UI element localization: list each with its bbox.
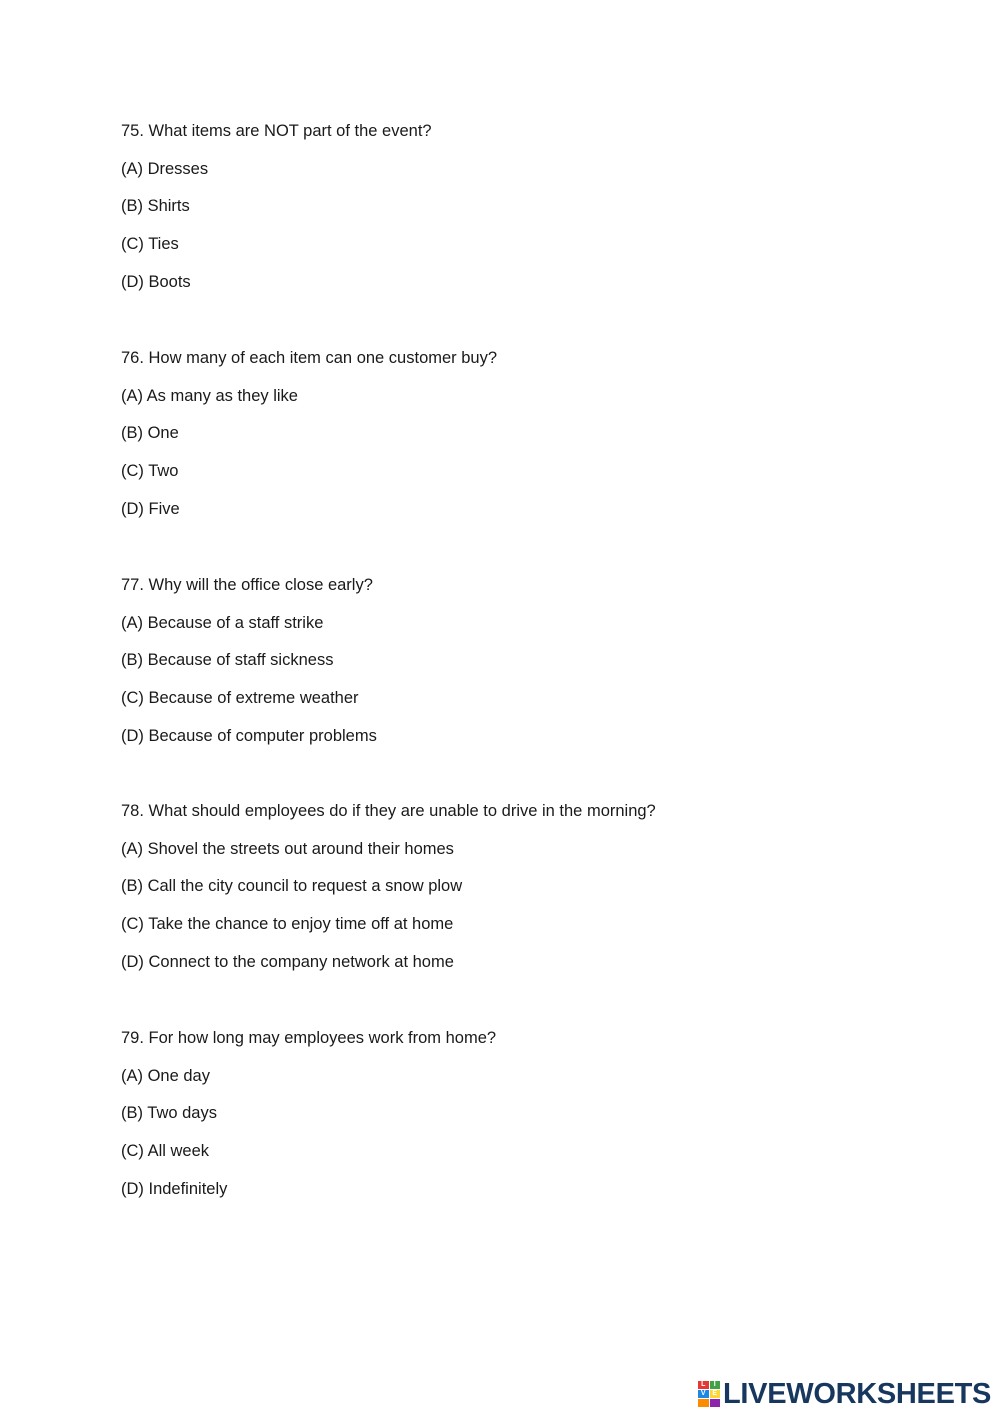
answer-option-a: (A) One day bbox=[121, 1066, 210, 1085]
answer-option-c: (C) Because of extreme weather bbox=[121, 689, 359, 708]
answer-option-c: (C) Ties bbox=[121, 235, 179, 254]
answer-option-d: (D) Connect to the company network at home bbox=[121, 952, 454, 971]
answer-option-d: (D) Because of computer problems bbox=[121, 726, 377, 745]
answer-option-c: (C) Take the chance to enjoy time off at home bbox=[121, 915, 454, 934]
answer-option-a: (A) Because of a staff strike bbox=[121, 613, 324, 632]
question-text: 75. What items are NOT part of the event? bbox=[121, 122, 432, 140]
logo-squares-icon bbox=[698, 1381, 720, 1407]
answer-option-b: (B) Because of staff sickness bbox=[121, 651, 334, 670]
answer-option-b: (B) Call the city council to request a snow plow bbox=[121, 877, 463, 896]
logo-square: V bbox=[698, 1390, 709, 1398]
question-79 bbox=[121, 1028, 921, 1199]
logo-wordmark: LIVEWORKSHEETS bbox=[723, 1378, 992, 1410]
answer-option-b: (B) Shirts bbox=[121, 197, 190, 216]
answer-option-d: (D) Boots bbox=[121, 272, 191, 291]
logo-square bbox=[698, 1399, 709, 1407]
question-77 bbox=[121, 575, 921, 746]
question-text: 78. What should employees do if they are unable to drive in the morning? bbox=[121, 802, 656, 820]
answer-option-a: (A) As many as they like bbox=[121, 386, 298, 405]
logo-square: E bbox=[710, 1390, 721, 1398]
question-text: 76. How many of each item can one customer buy? bbox=[121, 349, 498, 367]
question-76 bbox=[121, 348, 921, 519]
logo-square: I bbox=[710, 1381, 721, 1389]
liveworksheets-logo bbox=[698, 1378, 991, 1410]
answer-option-b: (B) Two days bbox=[121, 1104, 217, 1123]
answer-option-b: (B) One bbox=[121, 424, 179, 443]
question-text: 79. For how long may employees work from home? bbox=[121, 1029, 497, 1047]
question-text: 77. Why will the office close early? bbox=[121, 576, 373, 594]
question-78 bbox=[121, 801, 921, 972]
answer-option-c: (C) All week bbox=[121, 1142, 210, 1161]
logo-square bbox=[710, 1399, 721, 1407]
answer-option-d: (D) Five bbox=[121, 499, 180, 518]
answer-option-a: (A) Dresses bbox=[121, 159, 209, 178]
logo-square: L bbox=[698, 1381, 709, 1389]
answer-option-c: (C) Two bbox=[121, 462, 179, 481]
answer-option-a: (A) Shovel the streets out around their homes bbox=[121, 839, 454, 858]
question-75 bbox=[121, 121, 921, 292]
answer-option-d: (D) Indefinitely bbox=[121, 1179, 228, 1198]
